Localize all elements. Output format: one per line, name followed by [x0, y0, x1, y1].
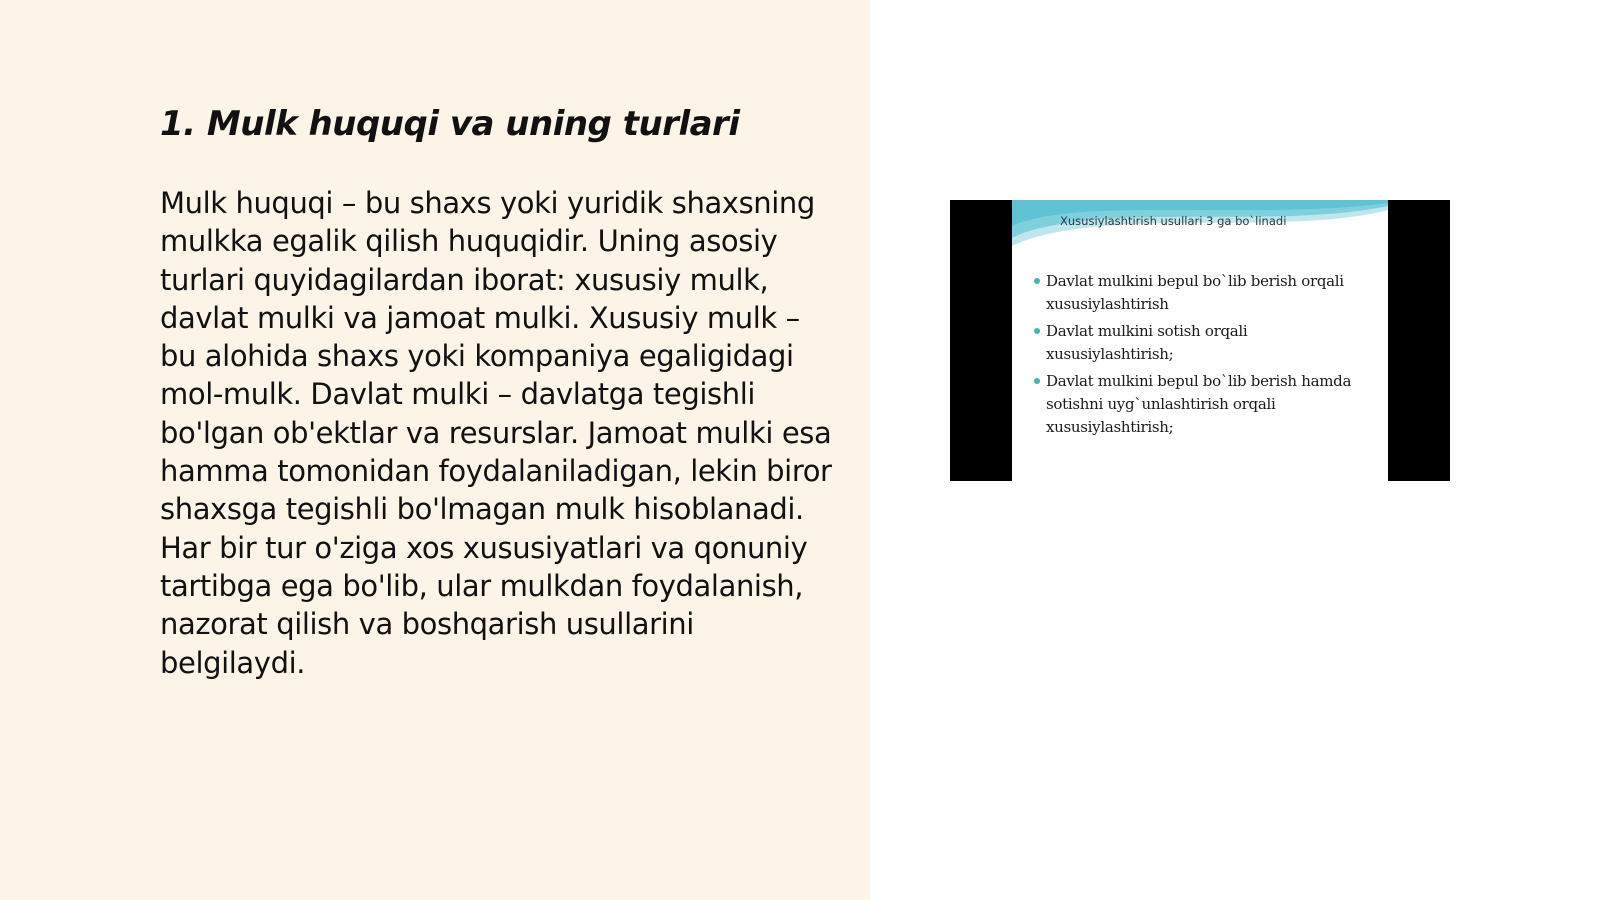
bullet-dot-icon — [1034, 278, 1040, 284]
embedded-slide-bullet — [1034, 270, 1379, 316]
embedded-slide-image — [950, 200, 1450, 481]
embedded-slide-bullet-list — [1034, 270, 1379, 443]
embedded-slide-bullet — [1034, 370, 1379, 439]
embedded-slide-bullet-text: Davlat mulkini bepul bo`lib berish orqali xususiylashtirish — [1046, 272, 1344, 313]
bullet-dot-icon — [1034, 328, 1040, 334]
embedded-slide-bullet-text: Davlat mulkini sotish orqali xususiylashtirish; — [1046, 322, 1248, 363]
slide-title: 1. Mulk huquqi va uning turlari — [160, 104, 740, 144]
embedded-slide-content — [1012, 200, 1388, 481]
embedded-slide-header: Xususiylashtirish usullari 3 ga bo`linadi — [1060, 214, 1287, 228]
slide-body-text: Mulk huquqi – bu shaxs yoki yuridik shaxsning mulkka egalik qilish huquqidir. Uning asosiy turlari quyidagilardan iborat: xususiy mulk, davlat mulki va jamoat mulki. Xususiy mulk – bu alohida shaxs yoki kompaniya egaligidagi mol-mulk. Davlat mulki – davlatga tegishli bo'lgan ob'ektlar va resurslar. Jamoat mulki esa hamma tomonidan foydalaniladigan, lekin biror shaxsga tegishli bo'lmagan mulk hisoblanadi. Har bir tur o'ziga xos xususiyatlari va qonuniy tartibga ega bo'lib, ular mulkdan foydalanish, nazorat qilish va boshqarish usullarini belgilaydi. — [160, 186, 832, 680]
embedded-slide-bullet-text: Davlat mulkini bepul bo`lib berish hamda sotishni uyg`unlashtirish orqali xususiylashtirish; — [1046, 372, 1352, 436]
bullet-dot-icon — [1034, 378, 1040, 384]
embedded-slide-bullet — [1034, 320, 1379, 366]
